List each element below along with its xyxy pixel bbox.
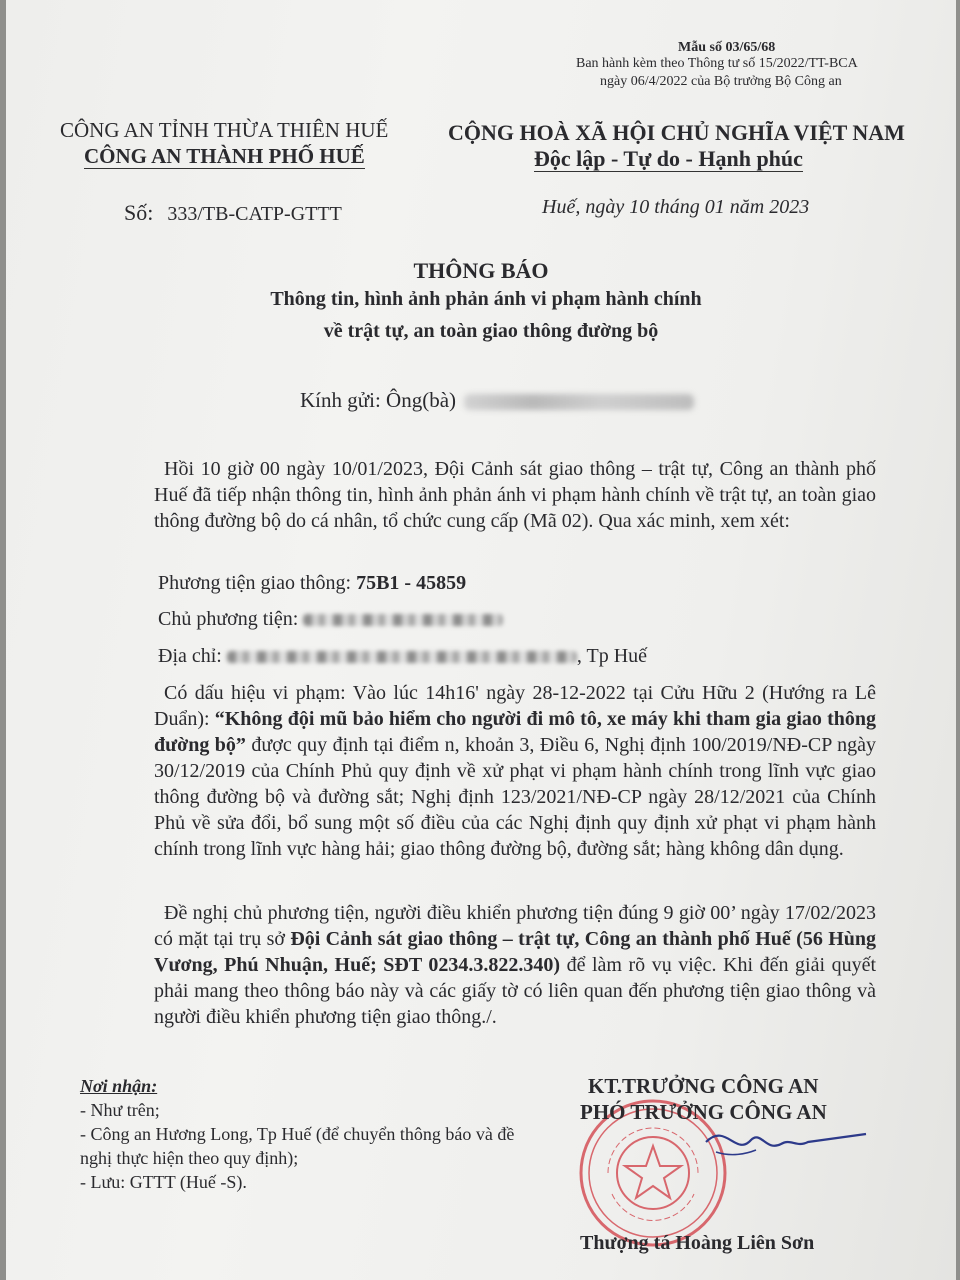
redacted-name (464, 394, 694, 410)
handwritten-signature-icon (696, 1112, 876, 1172)
signer-name: Thượng tá Hoàng Liên Sơn (580, 1232, 815, 1254)
signature-title-1: KT.TRƯỞNG CÔNG AN (588, 1074, 819, 1098)
signature-title-2: PHÓ TRƯỞNG CÔNG AN (580, 1100, 827, 1124)
vehicle-plate: 75B1 - 45859 (356, 572, 467, 594)
doc-number (124, 200, 342, 226)
address-label: Địa chỉ: (158, 645, 227, 667)
redacted-owner (303, 614, 503, 626)
doc-subtitle-1: Thông tin, hình ảnh phản ánh vi phạm hành chính (270, 288, 702, 310)
violation-legal-basis: được quy định tại điểm n, khoản 3, Điều 6, Nghị định 100/2019/NĐ-CP ngày 30/12/2019 của Chính Phủ quy định về xử phạt vi phạm hành chính trong lĩnh vực giao thông đường bộ và đường sắt; Nghị định 123/2021/NĐ-CP ngày 28/12/2021 của Chính Phủ về sửa đổi, bổ sung một số điều của các Nghị định quy định xử phạt vi phạm hành chính trong lĩnh vực hàng hải; giao thông đường bộ, đường sắt; hàng không dân dụng. (154, 734, 876, 860)
intro-paragraph: Hồi 10 giờ 00 ngày 10/01/2023, Đội Cảnh sát giao thông – trật tự, Công an thành phố Huế đã tiếp nhận thông tin, hình ảnh phản ánh vi phạm hành chính về trật tự, an toàn giao thông đường bộ do cá nhân, tổ chức cung cấp (Mã 02). Qua xác minh, xem xét: (154, 458, 876, 532)
national-motto (534, 146, 803, 172)
form-issued-line: Ban hành kèm theo Thông tư số 15/2022/TT-BCA (576, 56, 858, 71)
org-name (84, 144, 365, 169)
owner-label: Chủ phương tiện: (158, 608, 304, 630)
recipients-heading: Nơi nhận: (80, 1076, 158, 1096)
motto-text: Độc lập - Tự do - Hạnh phúc (534, 146, 803, 171)
owner-line (158, 608, 503, 631)
request-paragraph (154, 900, 876, 1030)
vehicle-label: Phương tiện giao thông: (158, 572, 357, 594)
request-instructions: để làm rõ vụ việc. Khi đến giải quyết phải mang theo thông báo này và các giấy tờ có liên quan đến phương tiện giao thông và người điều khiển phương tiện giao thông./. (154, 954, 877, 1028)
document-page (6, 0, 956, 1280)
doc-number-value: 333/TB-CATP-GTTT (167, 203, 342, 225)
org-name-text: CÔNG AN THÀNH PHỐ HUẾ (84, 144, 365, 168)
form-date-line: ngày 06/4/2022 của Bộ trưởng Bộ Công an (600, 74, 842, 89)
doc-subtitle-2: về trật tự, an toàn giao thông đường bộ (323, 320, 659, 342)
doc-title: THÔNG BÁO (413, 258, 549, 283)
greeting-text: Kính gửi: Ông(bà) (300, 388, 457, 412)
recipients-block (80, 1074, 520, 1194)
doc-number-label: Số: (124, 200, 154, 225)
recipient-item: - Lưu: GTTT (Huế -S). (80, 1172, 247, 1192)
place-date: Huế, ngày 10 tháng 01 năm 2023 (542, 196, 810, 218)
org-parent: CÔNG AN TỈNH THỪA THIÊN HUẾ (60, 118, 389, 142)
address-tail: , Tp Huế (576, 645, 648, 667)
violation-description: “Không đội mũ bảo hiểm cho người đi mô tô, xe máy khi tham gia giao thông đường bộ” (154, 708, 876, 756)
violation-intro: Có dấu hiệu vi phạm: Vào lúc 14h16' ngày 28-12-2022 tại Cửu Hữu 2 (Hướng ra Lê Duẩn): (154, 682, 876, 730)
request-intro: Đề nghị chủ phương tiện, người điều khiển phương tiện đúng 9 giờ 00’ ngày 17/02/2023 có mặt tại trụ sở (154, 902, 876, 950)
redacted-address (227, 651, 577, 663)
greeting (300, 388, 694, 413)
vehicle-line (158, 572, 466, 595)
recipient-item: - Công an Hương Long, Tp Huế (để chuyển thông báo và đề nghị thực hiện theo quy định); (80, 1124, 515, 1168)
address-line (158, 645, 647, 668)
violation-paragraph (154, 680, 876, 862)
national-title: CỘNG HOÀ XÃ HỘI CHỦ NGHĨA VIỆT NAM (448, 120, 905, 145)
request-office: Đội Cảnh sát giao thông – trật tự, Công an thành phố Huế (56 Hùng Vương, Phú Nhuận, Huế; SĐT 0234.3.822.340) (154, 928, 876, 976)
form-number: Mẫu số 03/65/68 (678, 40, 776, 55)
recipient-item: - Như trên; (80, 1100, 160, 1120)
